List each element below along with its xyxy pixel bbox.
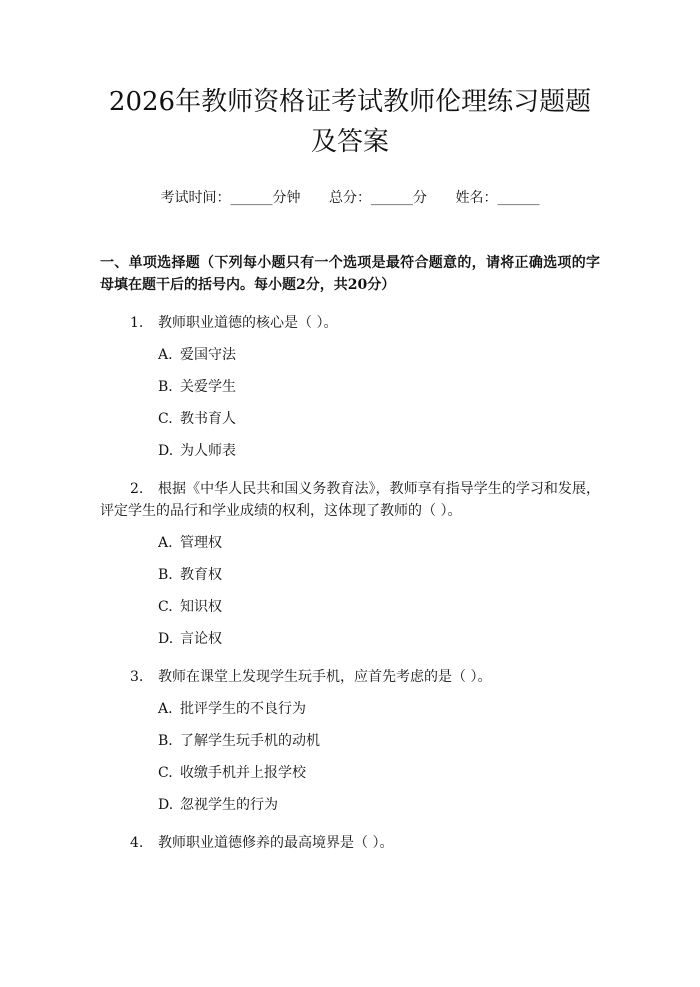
option-d bbox=[158, 628, 600, 650]
question-3 bbox=[100, 666, 600, 688]
option-text: 了解学生玩手机的动机 bbox=[180, 733, 320, 749]
question-number: 1. bbox=[130, 315, 144, 331]
option-letter: B. bbox=[158, 567, 173, 583]
question-2-options bbox=[100, 532, 600, 650]
question-number: 4. bbox=[130, 835, 144, 851]
option-letter: C. bbox=[158, 599, 173, 615]
option-text: 言论权 bbox=[180, 631, 222, 647]
option-c bbox=[158, 408, 600, 430]
question-2 bbox=[100, 478, 600, 522]
question-number: 3. bbox=[130, 669, 144, 685]
option-text: 教书育人 bbox=[180, 411, 236, 427]
option-text: 收缴手机并上报学校 bbox=[180, 765, 306, 781]
option-b bbox=[158, 376, 600, 398]
option-letter: D. bbox=[158, 631, 174, 647]
question-3-options bbox=[100, 698, 600, 816]
option-letter: A. bbox=[158, 535, 173, 551]
option-letter: B. bbox=[158, 379, 173, 395]
option-text: 批评学生的不良行为 bbox=[180, 701, 306, 717]
option-d bbox=[158, 794, 600, 816]
student-name-field: 姓名：______ bbox=[455, 190, 540, 206]
option-letter: B. bbox=[158, 733, 173, 749]
option-a bbox=[158, 532, 600, 554]
option-c bbox=[158, 762, 600, 784]
option-letter: D. bbox=[158, 443, 174, 459]
option-d bbox=[158, 440, 600, 462]
option-text: 管理权 bbox=[180, 535, 222, 551]
option-c bbox=[158, 596, 600, 618]
question-1 bbox=[100, 312, 600, 334]
option-letter: D. bbox=[158, 797, 174, 813]
document-page bbox=[0, 82, 700, 987]
exam-time-field: 考试时间：______分钟 bbox=[160, 190, 301, 206]
option-text: 关爱学生 bbox=[180, 379, 236, 395]
option-text: 爱国守法 bbox=[180, 347, 236, 363]
total-score-field: 总分：______分 bbox=[329, 190, 427, 206]
question-text: 根据《中华人民共和国义务教育法》，教师享有指导学生的学习和发展，评定学生的品行和学业成绩的权利，这体现了教师的（ ）。 bbox=[100, 481, 600, 519]
question-1-options bbox=[100, 344, 600, 462]
option-text: 知识权 bbox=[180, 599, 222, 615]
document-title: 2026年教师资格证考试教师伦理练习题题及答案 bbox=[108, 87, 592, 157]
question-4 bbox=[100, 832, 600, 854]
option-b bbox=[158, 730, 600, 752]
option-text: 忽视学生的行为 bbox=[180, 797, 278, 813]
question-number: 2. bbox=[130, 481, 144, 497]
option-text: 教育权 bbox=[180, 567, 222, 583]
option-letter: C. bbox=[158, 411, 173, 427]
option-text: 为人师表 bbox=[180, 443, 236, 459]
option-b bbox=[158, 564, 600, 586]
option-letter: C. bbox=[158, 765, 173, 781]
option-letter: A. bbox=[158, 347, 173, 363]
option-a bbox=[158, 698, 600, 720]
question-text: 教师在课堂上发现学生玩手机，应首先考虑的是（ ）。 bbox=[158, 669, 492, 685]
question-text: 教师职业道德的核心是（ ）。 bbox=[158, 315, 338, 331]
option-letter: A. bbox=[158, 701, 173, 717]
section-heading: 一、单项选择题（下列每小题只有一个选项是最符合题意的，请将正确选项的字母填在题干后的括号内。每小题2分，共20分） bbox=[100, 255, 600, 293]
exam-info bbox=[100, 188, 600, 208]
option-a bbox=[158, 344, 600, 366]
question-text: 教师职业道德修养的最高境界是（ ）。 bbox=[158, 835, 394, 851]
